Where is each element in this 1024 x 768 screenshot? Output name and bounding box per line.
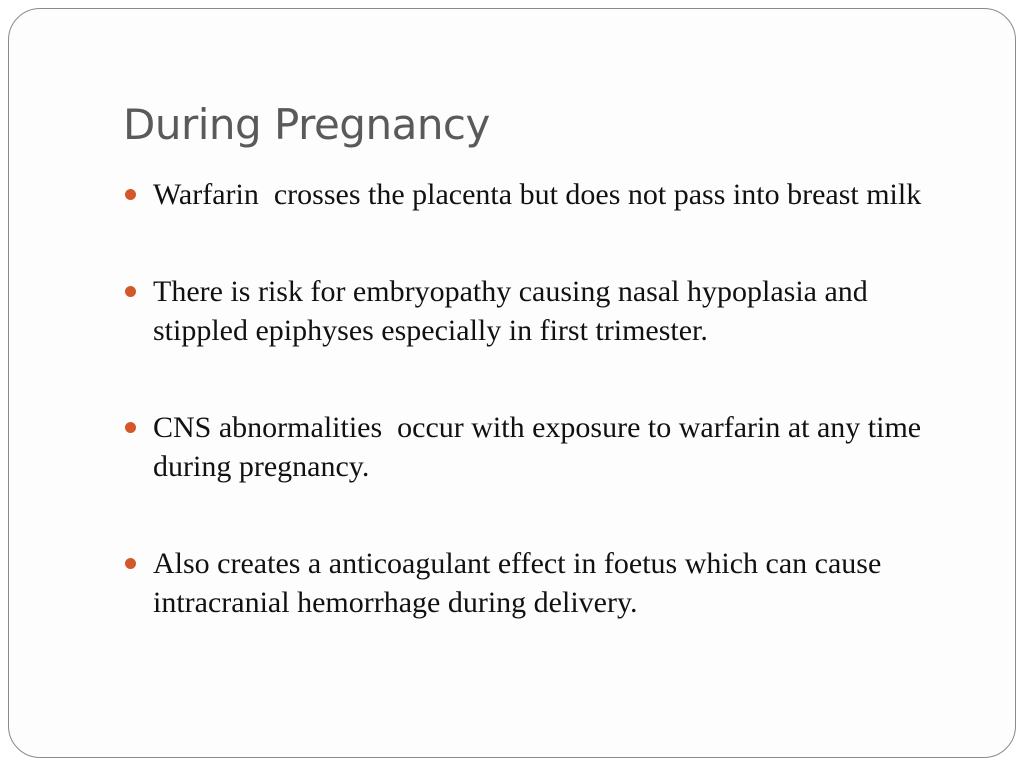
bullet-item bbox=[123, 408, 953, 486]
slide-frame bbox=[8, 8, 1016, 758]
bullet-item bbox=[123, 175, 953, 214]
bullet-text: Also creates a anticoagulant effect in foetus which can cause intracranial hemorrhage during delivery. bbox=[153, 547, 882, 619]
bullet-text: CNS abnormalities occur with exposure to warfarin at any time during pregnancy. bbox=[153, 411, 929, 483]
bullet-item bbox=[123, 544, 953, 622]
bullet-item bbox=[123, 272, 953, 350]
bullet-dot-icon bbox=[125, 189, 136, 200]
bullet-dot-icon bbox=[125, 286, 136, 297]
bullet-list bbox=[123, 175, 953, 680]
bullet-text: There is risk for embryopathy causing nasal hypoplasia and stippled epiphyses especially in first trimester. bbox=[153, 275, 868, 347]
bullet-text: Warfarin crosses the placenta but does not pass into breast milk bbox=[153, 178, 922, 211]
bullet-dot-icon bbox=[125, 422, 136, 433]
slide-title: During Pregnancy bbox=[123, 100, 490, 149]
bullet-dot-icon bbox=[125, 558, 136, 569]
